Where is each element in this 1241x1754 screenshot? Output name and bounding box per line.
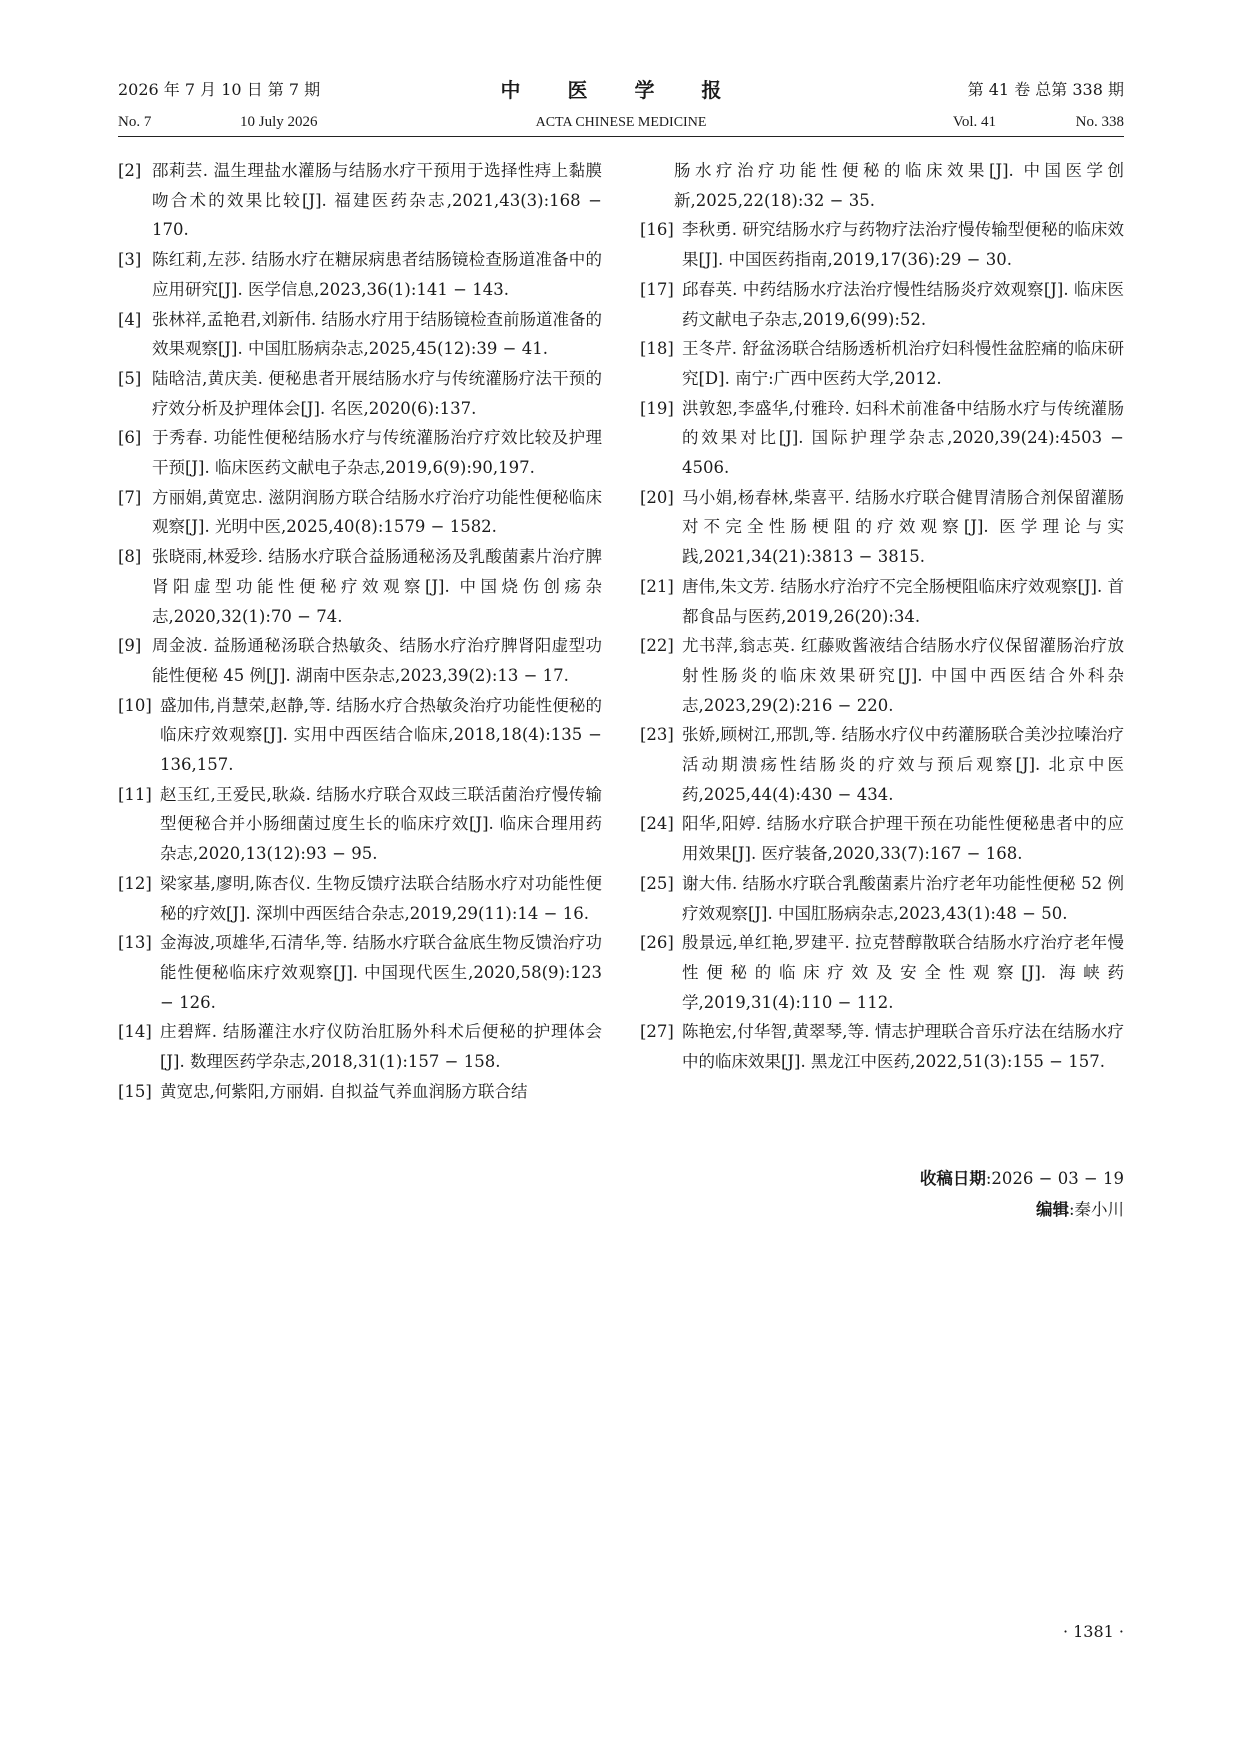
reference-text: 李秋勇. 研究结肠水疗与药物疗法治疗慢传输型便秘的临床效果[J]. 中国医药指南,2019,17(36):29 − 30. — [682, 220, 1124, 270]
reference-number: [27] — [640, 1022, 674, 1042]
reference-number: [26] — [640, 933, 674, 953]
issue-date-en: 10 July 2026 — [240, 114, 318, 130]
reference-text: 陈红莉,左莎. 结肠水疗在糖尿病患者结肠镜检查肠道准备中的应用研究[J]. 医学信息,2023,36(1):141 − 143. — [152, 250, 602, 299]
reference-text: 金海波,项雄华,石清华,等. 结肠水疗联合盆底生物反馈治疗功能性便秘临床疗效观察[J]. 中国现代医生,2020,58(9):123 − 126. — [160, 933, 602, 1012]
editor-label: 编辑 — [1035, 1200, 1069, 1219]
reference-text: 陆晗洁,黄庆美. 便秘患者开展结肠水疗与传统灌肠疗法干预的疗效分析及护理体会[J]. 名医,2020(6):137. — [152, 368, 602, 418]
reference-number: [16] — [640, 220, 674, 240]
reference-number: [10] — [118, 695, 152, 715]
issue-date-cn: 2026 年 7 月 10 日 第 7 期 — [118, 80, 321, 99]
reference-number: [25] — [640, 873, 674, 893]
reference-item — [640, 869, 1124, 928]
reference-number: [6] — [118, 428, 142, 448]
reference-number: [19] — [640, 398, 674, 418]
reference-text: 陈艳宏,付华智,黄翠琴,等. 情志护理联合音乐疗法在结肠水疗中的临床效果[J]. 黑龙江中医药,2022,51(3):155 − 157. — [682, 1022, 1124, 1072]
references-left-column — [118, 156, 602, 1107]
journal-title-en: ACTA CHINESE MEDICINE — [535, 115, 707, 130]
total-number-en: No. 338 — [1075, 114, 1124, 130]
reference-item — [118, 364, 602, 423]
reference-text: 谢大伟. 结肠水疗联合乳酸菌素片治疗老年功能性便秘 52 例疗效观察[J]. 中国肛肠病杂志,2023,43(1):48 − 50. — [682, 873, 1124, 923]
reference-item — [640, 394, 1124, 483]
reference-item — [640, 156, 1124, 215]
received-date — [920, 1164, 1124, 1194]
reference-item — [640, 928, 1124, 1017]
received-label: 收稿日期 — [919, 1169, 986, 1188]
reference-number: [22] — [640, 636, 674, 656]
reference-number: [17] — [640, 279, 674, 299]
reference-number: [23] — [640, 725, 674, 745]
reference-text: 庄碧辉. 结肠灌注水疗仪防治肛肠外科术后便秘的护理体会[J]. 数理医药学杂志,2018,31(1):157 − 158. — [160, 1022, 602, 1072]
reference-item — [118, 156, 602, 245]
reference-item — [118, 631, 602, 690]
reference-number: [5] — [118, 368, 142, 388]
header-rule — [118, 136, 1124, 137]
reference-text: 梁家基,廖明,陈杏仪. 生物反馈疗法联合结肠水疗对功能性便秘的疗效[J]. 深圳中西医结合杂志,2019,29(11):14 − 16. — [160, 873, 602, 923]
reference-item — [640, 334, 1124, 393]
reference-item — [118, 869, 602, 928]
reference-number: [4] — [118, 309, 142, 329]
reference-item — [118, 1017, 602, 1076]
reference-number: [12] — [118, 873, 152, 893]
reference-text: 尤书萍,翁志英. 红藤败酱液结合结肠水疗仪保留灌肠治疗放射性肠炎的临床效果研究[J]. 中国中西医结合外科杂志,2023,29(2):216 − 220. — [682, 636, 1124, 715]
reference-text: 阳华,阳婷. 结肠水疗联合护理干预在功能性便秘患者中的应用效果[J]. 医疗装备,2020,33(7):167 − 168. — [682, 814, 1124, 864]
reference-text: 黄宽忠,何紫阳,方丽娟. 自拟益气养血润肠方联合结 — [160, 1081, 528, 1101]
reference-text: 张林祥,孟艳君,刘新伟. 结肠水疗用于结肠镜检查前肠道准备的效果观察[J]. 中国肛肠病杂志,2025,45(12):39 − 41. — [152, 309, 602, 359]
reference-number: [9] — [118, 636, 142, 656]
reference-text: 邱春英. 中药结肠水疗法治疗慢性结肠炎疗效观察[J]. 临床医药文献电子杂志,2019,6(99):52. — [682, 279, 1124, 329]
reference-number: [13] — [118, 933, 152, 953]
reference-item — [640, 572, 1124, 631]
reference-text: 殷景远,单红艳,罗建平. 拉克替醇散联合结肠水疗治疗老年慢性便秘的临床疗效及安全性观察[J]. 海峡药学,2019,31(4):110 − 112. — [682, 933, 1124, 1012]
reference-number: [11] — [118, 784, 152, 804]
reference-text: 王冬芹. 舒盆汤联合结肠透析机治疗妇科慢性盆腔痛的临床研究[D]. 南宁:广西中医药大学,2012. — [682, 339, 1124, 388]
reference-text: 于秀春. 功能性便秘结肠水疗与传统灌肠治疗疗效比较及护理干预[J]. 临床医药文献电子杂志,2019,6(9):90,197. — [152, 428, 602, 478]
reference-number: [14] — [118, 1022, 152, 1042]
reference-item — [118, 691, 602, 780]
reference-text: 肠水疗治疗功能性便秘的临床效果[J]. 中国医学创新,2025,22(18):32 − 35. — [674, 161, 1124, 210]
reference-item — [640, 483, 1124, 572]
reference-number: [7] — [118, 487, 142, 507]
reference-item — [640, 631, 1124, 720]
reference-item — [118, 1077, 602, 1107]
reference-item — [640, 215, 1124, 274]
reference-item — [640, 720, 1124, 809]
reference-item — [640, 809, 1124, 868]
reference-item — [118, 423, 602, 482]
reference-text: 马小娟,杨春林,柴喜平. 结肠水疗联合健胃清肠合剂保留灌肠对不完全性肠梗阻的疗效观察[J]. 医学理论与实践,2021,34(21):3813 − 3815. — [682, 487, 1124, 567]
editor-value: :秦小川 — [1068, 1200, 1124, 1219]
reference-number: [18] — [640, 339, 674, 359]
reference-text: 周金波. 益肠通秘汤联合热敏灸、结肠水疗治疗脾肾阳虚型功能性便秘 45 例[J]. 湖南中医杂志,2023,39(2):13 − 17. — [152, 636, 602, 685]
reference-number: [21] — [640, 576, 674, 596]
reference-text: 唐伟,朱文芳. 结肠水疗治疗不完全肠梗阻临床疗效观察[J]. 首都食品与医药,2019,26(20):34. — [682, 576, 1124, 626]
reference-text: 邵莉芸. 温生理盐水灌肠与结肠水疗干预用于选择性痔上黏膜吻合术的效果比较[J]. 福建医药杂志,2021,43(3):168 − 170. — [152, 161, 602, 240]
reference-item — [640, 275, 1124, 334]
reference-text: 张晓雨,林爱珍. 结肠水疗联合益肠通秘汤及乳酸菌素片治疗脾肾阳虚型功能性便秘疗效观察[J]. 中国烧伤创疡杂志,2020,32(1):70 − 74. — [152, 547, 602, 626]
running-header-bottom — [118, 112, 1124, 134]
reference-number: [24] — [640, 814, 674, 834]
reference-item — [640, 1017, 1124, 1076]
reference-item — [118, 780, 602, 869]
received-value: :2026 − 03 − 19 — [985, 1169, 1124, 1188]
reference-number: [8] — [118, 547, 142, 567]
page-number: · 1381 · — [1062, 1622, 1124, 1641]
editor-line — [1036, 1195, 1124, 1225]
references-right-column — [640, 156, 1124, 1077]
reference-text: 方丽娟,黄宽忠. 滋阴润肠方联合结肠水疗治疗功能性便秘临床观察[J]. 光明中医,2025,40(8):1579 − 1582. — [152, 487, 602, 537]
journal-title: 中 医 学 报 — [500, 78, 742, 102]
volume-en: Vol. 41 — [952, 114, 996, 130]
issue-number-en: No. 7 — [118, 114, 152, 130]
reference-item — [118, 483, 602, 542]
reference-text: 张娇,顾树江,邢凯,等. 结肠水疗仪中药灌肠联合美沙拉嗪治疗活动期溃疡性结肠炎的疗效与预后观察[J]. 北京中医药,2025,44(4):430 − 434. — [682, 725, 1124, 804]
reference-item — [118, 245, 602, 304]
running-header-top — [118, 80, 1124, 106]
reference-number: [3] — [118, 250, 142, 270]
reference-number: [20] — [640, 487, 674, 507]
reference-text: 赵玉红,王爱民,耿焱. 结肠水疗联合双歧三联活菌治疗慢传输型便秘合并小肠细菌过度生长的临床疗效[J]. 临床合理用药杂志,2020,13(12):93 − 95. — [160, 784, 602, 864]
reference-item — [118, 928, 602, 1017]
reference-text: 盛加伟,肖慧荣,赵静,等. 结肠水疗合热敏灸治疗功能性便秘的临床疗效观察[J]. 实用中西医结合临床,2018,18(4):135 − 136,157. — [160, 695, 602, 775]
reference-item — [118, 542, 602, 631]
reference-item — [118, 305, 602, 364]
volume-cn: 第 41 卷 总第 338 期 — [967, 80, 1124, 99]
reference-text: 洪敦恕,李盛华,付雅玲. 妇科术前准备中结肠水疗与传统灌肠的效果对比[J]. 国际护理学杂志,2020,39(24):4503 − 4506. — [682, 398, 1124, 478]
reference-number: [2] — [118, 161, 142, 180]
reference-number: [15] — [118, 1081, 152, 1101]
